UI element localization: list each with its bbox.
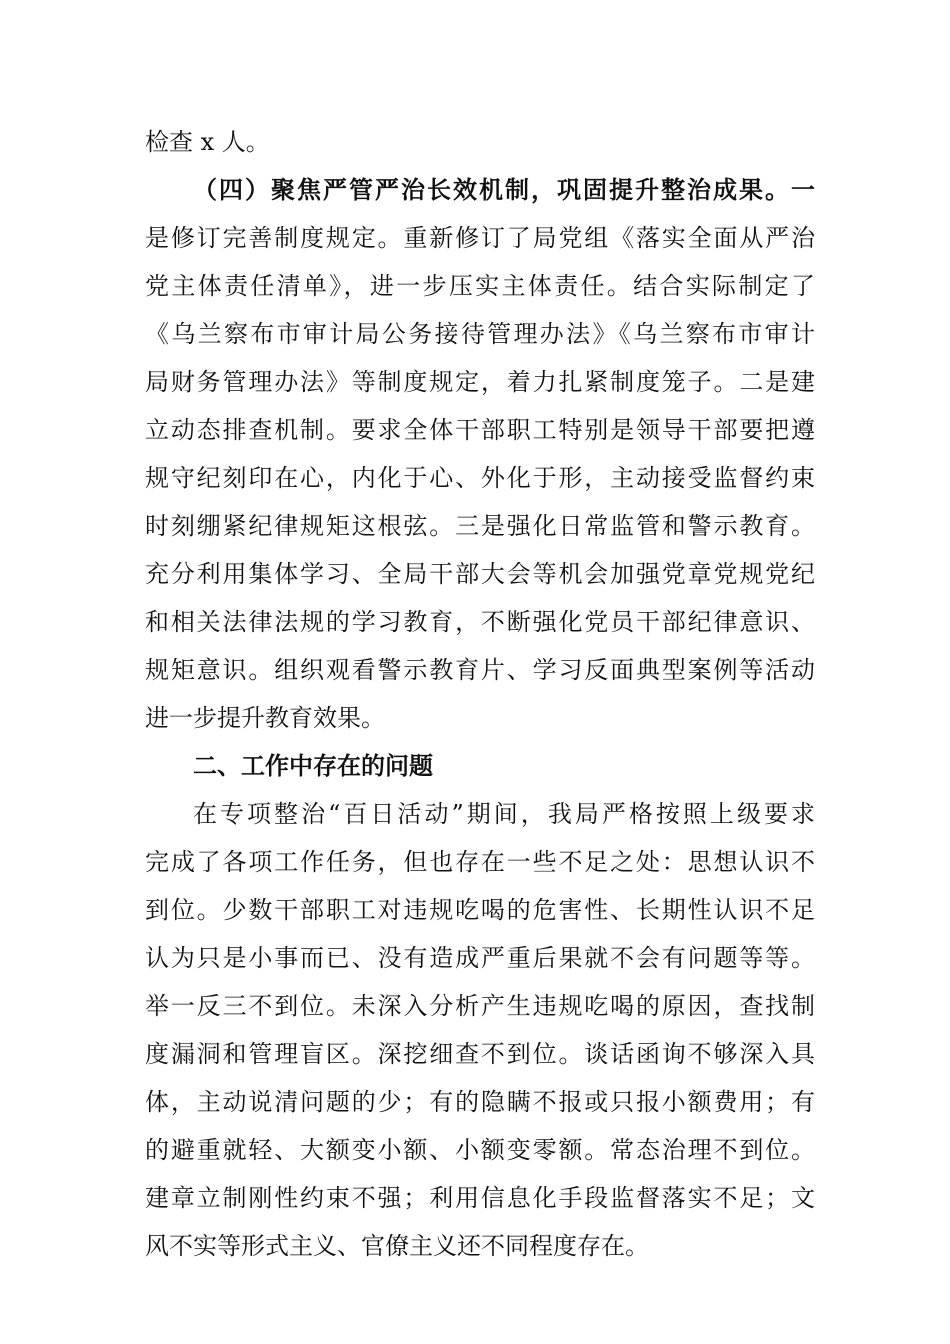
text-line-1: 检查 x 人。 — [145, 128, 270, 156]
text-line-10: 充分利用集体学习、全局干部大会等机会加强党章党规党纪 — [145, 560, 815, 588]
text-line-6: 局财务管理办法》等制度规定，着力扎紧制度笼子。二是建 — [145, 368, 815, 396]
text-line-16: 完成了各项工作任务，但也存在一些不足之处：思想认识不 — [145, 848, 815, 876]
text-line-17: 到位。少数干部职工对违规吃喝的危害性、长期性认识不足 — [145, 896, 815, 924]
text-line-20: 度漏洞和管理盲区。深挖细查不到位。谈话函询不够深入具 — [145, 1040, 815, 1068]
document-page — [145, 118, 815, 1270]
text-line-18: 认为只是小事而已、没有造成严重后果就不会有问题等等。 — [145, 944, 815, 972]
section-two-heading: 二、工作中存在的问题 — [193, 752, 433, 780]
text-line-15: 在专项整治“百日活动”期间，我局严格按照上级要求 — [193, 800, 815, 828]
text-line-4: 党主体责任清单》，进一步压实主体责任。结合实际制定了 — [145, 272, 815, 300]
text-line-5: 《乌兰察布市审计局公务接待管理办法》《乌兰察布市审计 — [145, 320, 815, 348]
text-line-19: 举一反三不到位。未深入分析产生违规吃喝的原因，查找制 — [145, 992, 815, 1020]
text-line-3: 是修订完善制度规定。重新修订了局党组《落实全面从严治 — [145, 224, 815, 252]
text-line-21: 体，主动说清问题的少；有的隐瞒不报或只报小额费用；有 — [145, 1088, 815, 1116]
text-line-8: 规守纪刻印在心，内化于心、外化于形，主动接受监督约束 — [145, 464, 815, 492]
text-line-22: 的避重就轻、大额变小额、小额变零额。常态治理不到位。 — [145, 1136, 815, 1164]
section-four-heading-line: （四）聚焦严管严治长效机制，巩固提升整治成果。一 — [193, 175, 815, 204]
text-line-12: 规矩意识。组织观看警示教育片、学习反面典型案例等活动 — [145, 656, 815, 684]
text-line-23: 建章立制刚性约束不强；利用信息化手段监督落实不足；文 — [145, 1184, 815, 1212]
text-line-13: 进一步提升教育效果。 — [145, 704, 385, 732]
text-line-7: 立动态排查机制。要求全体干部职工特别是领导干部要把遵 — [145, 416, 815, 444]
text-line-24: 风不实等形式主义、官僚主义还不同程度存在。 — [145, 1232, 649, 1260]
text-line-9: 时刻绷紧纪律规矩这根弦。三是强化日常监管和警示教育。 — [145, 512, 815, 540]
text-line-11: 和相关法律法规的学习教育，不断强化党员干部纪律意识、 — [145, 608, 815, 636]
